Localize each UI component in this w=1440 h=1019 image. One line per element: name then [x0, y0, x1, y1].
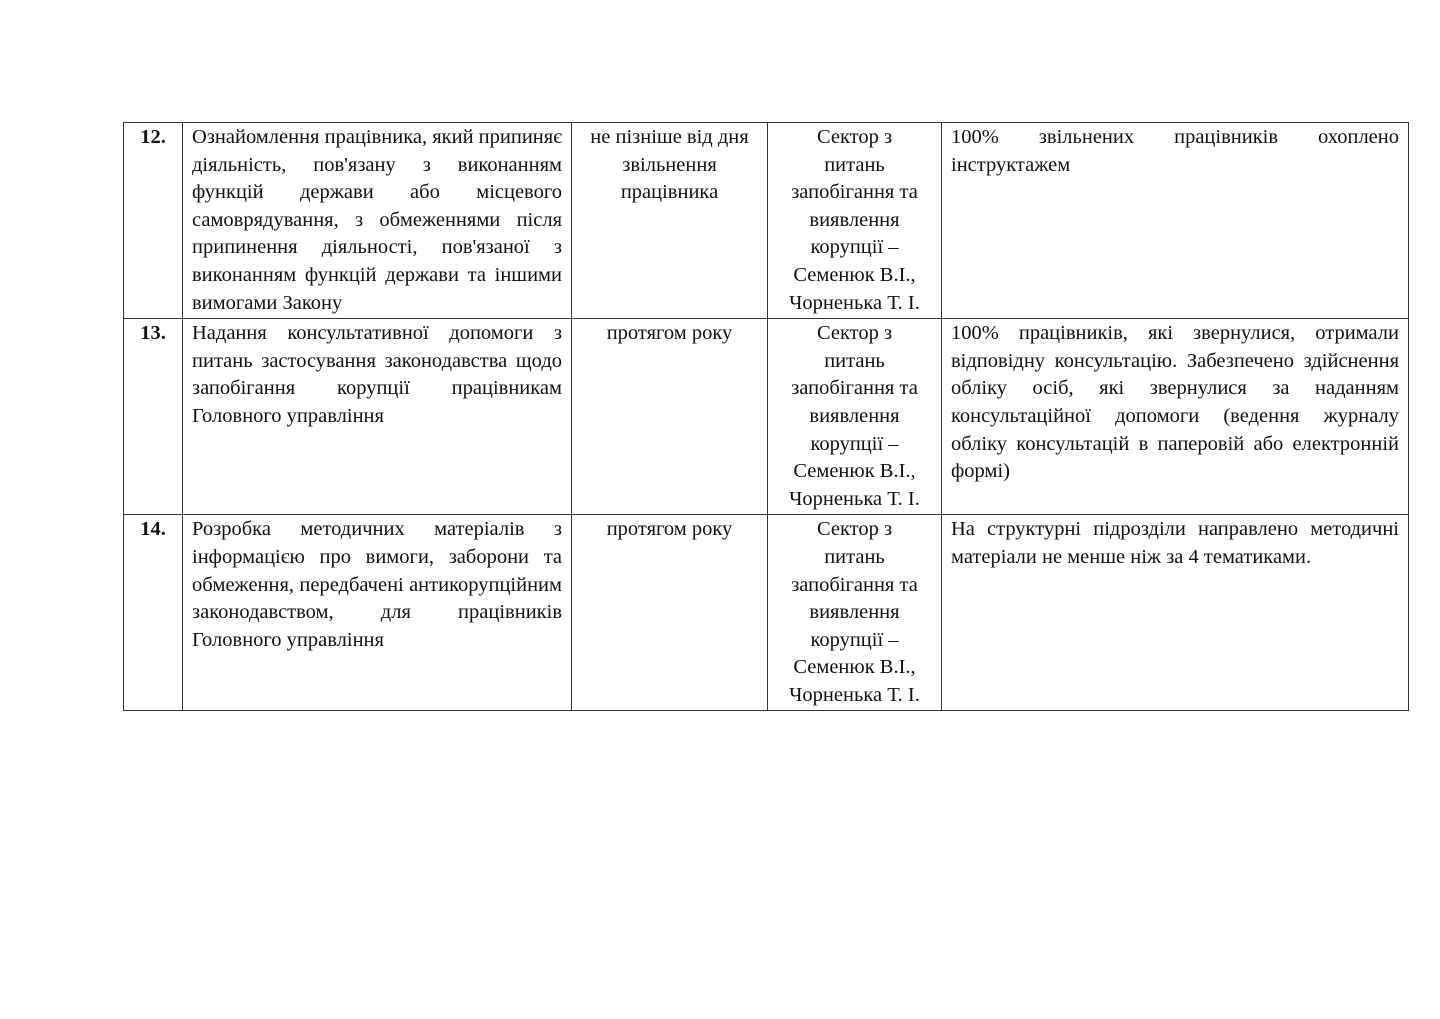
responsible-line: Чорненька Т. І.: [789, 683, 920, 706]
responsible-line: корупції –: [810, 628, 899, 651]
responsible-line: питань: [824, 153, 885, 176]
result-cell: 100% працівників, які звернулися, отримали відповідну консультацію. Забезпечено здійснення обліку осіб, які звернулися за наданням консультаційної допомоги (ведення журналу обліку консультацій в паперовій або електронній формі): [942, 319, 1409, 515]
responsible-line: виявлення: [809, 208, 900, 231]
result-cell: 100% звільнених працівників охоплено інструктажем: [942, 123, 1409, 319]
responsible-line: Семенюк В.І.,: [793, 656, 916, 679]
responsible-line: питань: [824, 349, 885, 372]
term-cell: протягом року: [572, 319, 768, 515]
responsible-line: корупції –: [810, 432, 899, 455]
term-cell: не пізніше від дня звільнення працівника: [572, 123, 768, 319]
responsible-line: виявлення: [809, 601, 900, 624]
action-cell: Ознайомлення працівника, який припиняє діяльність, пов'язану з виконанням функцій держави або місцевого самоврядування, з обмеженнями після припинення діяльності, пов'язаної з виконанням функцій держави та іншими вимогами Закону: [183, 123, 572, 319]
measures-table: [123, 122, 1409, 711]
row-number: 14.: [124, 515, 183, 711]
row-number: 13.: [124, 319, 183, 515]
table-row: [124, 319, 1409, 515]
table-row: [124, 123, 1409, 319]
responsible-line: запобігання та: [791, 377, 918, 400]
responsible-line: питань: [824, 545, 885, 568]
responsible-line: запобігання та: [791, 573, 918, 596]
responsible-line: Семенюк В.І.,: [793, 263, 916, 286]
term-cell: протягом року: [572, 515, 768, 711]
responsible-line: Чорненька Т. І.: [789, 291, 920, 314]
responsible-cell: [768, 515, 942, 711]
action-cell: Розробка методичних матеріалів з інформацією про вимоги, заборони та обмеження, передбачені антикорупційним законодавством, для працівників Головного управління: [183, 515, 572, 711]
responsible-line: корупції –: [810, 236, 899, 259]
table-row: [124, 515, 1409, 711]
responsible-line: запобігання та: [791, 181, 918, 204]
responsible-line: Семенюк В.І.,: [793, 460, 916, 483]
action-cell: Надання консультативної допомоги з питань застосування законодавства щодо запобігання корупції працівникам Головного управління: [183, 319, 572, 515]
row-number: 12.: [124, 123, 183, 319]
responsible-line: Сектор з: [816, 518, 893, 541]
responsible-cell: [768, 123, 942, 319]
responsible-line: Сектор з: [816, 126, 893, 148]
responsible-line: виявлення: [809, 404, 900, 427]
responsible-line: Чорненька Т. І.: [789, 487, 920, 510]
responsible-line: Сектор з: [816, 322, 893, 345]
responsible-cell: [768, 319, 942, 515]
result-cell: На структурні підрозділи направлено методичні матеріали не менше ніж за 4 тематиками.: [942, 515, 1409, 711]
